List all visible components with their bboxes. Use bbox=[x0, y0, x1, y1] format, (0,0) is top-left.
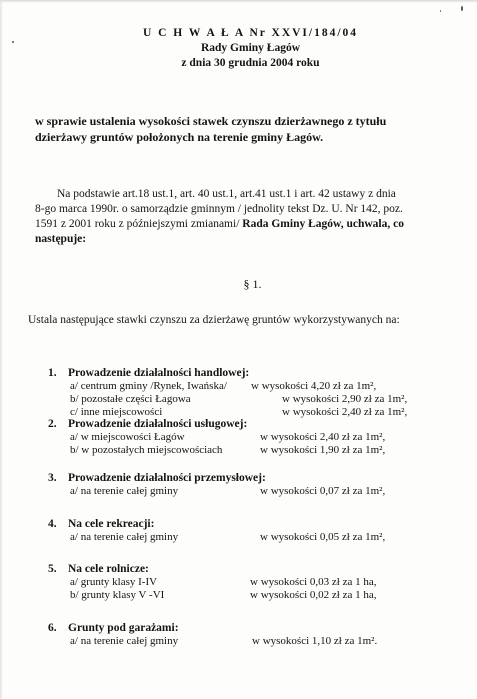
rate-value: w wysokości 2,90 zł za 1m², bbox=[282, 393, 408, 405]
section-heading bbox=[48, 621, 458, 635]
section-number: 3. bbox=[48, 472, 57, 484]
rate-value: w wysokości 1,90 zł za 1m², bbox=[260, 444, 386, 456]
rate-item bbox=[48, 531, 458, 544]
subject-line: w sprawie ustalenia wysokości stawek czynszu dzierżawnego z tytułu bbox=[35, 114, 387, 128]
section-number: 6. bbox=[48, 622, 57, 634]
section-title: Na cele rekreacji: bbox=[68, 518, 155, 530]
rate-section bbox=[48, 517, 458, 544]
section-title: Grunty pod garażami: bbox=[68, 622, 179, 634]
rate-label: b/ w pozostałych miejscowościach bbox=[70, 444, 223, 456]
scan-edge bbox=[0, 0, 477, 3]
rate-item bbox=[48, 485, 458, 498]
rate-value: w wysokości 4,20 zł za 1m², bbox=[251, 380, 377, 392]
rate-section bbox=[48, 562, 458, 602]
rate-item bbox=[48, 444, 458, 457]
preamble-line: 8-go marca 1990r. o samorządzie gminnym / jednolity tekst Dz. U. Nr 142, poz. bbox=[35, 203, 403, 215]
preamble-line: Na podstawie art.18 ust.1, art. 40 ust.1, art.41 ust.1 i art. 42 ustawy z dnia bbox=[57, 188, 396, 200]
rate-value: w wysokości 0,07 zł za 1m², bbox=[260, 485, 386, 497]
preamble-enacting-clause-end: następuje: bbox=[35, 233, 87, 245]
scan-speck bbox=[440, 10, 441, 12]
rate-value: w wysokości 0,03 zł za 1 ha, bbox=[250, 576, 377, 588]
section-title: Prowadzenie działalności usługowej: bbox=[68, 418, 248, 430]
section-number: 4. bbox=[48, 518, 57, 530]
rate-section bbox=[48, 417, 458, 457]
rate-label: a/ w miejscowości Łagów bbox=[70, 431, 185, 443]
rate-label: a/ na terenie całej gminy bbox=[70, 485, 179, 497]
rate-label: a/ grunty klasy I-IV bbox=[70, 576, 158, 588]
section-heading bbox=[48, 366, 458, 380]
resolution-subject bbox=[35, 113, 445, 145]
subject-line: dzierżawy gruntów położonych na terenie gminy Łagów. bbox=[35, 130, 324, 144]
rate-label: c/ inne miejscowości bbox=[70, 406, 163, 418]
rate-value: w wysokości 2,40 zł za 1m², bbox=[260, 431, 386, 443]
rate-item bbox=[48, 589, 458, 602]
section-heading bbox=[48, 417, 458, 431]
rate-item bbox=[48, 576, 458, 589]
scan-speck bbox=[461, 6, 463, 11]
resolution-date: z dnia 30 grudnia 2004 roku bbox=[181, 57, 320, 69]
preamble-line bbox=[35, 232, 453, 247]
rate-label: a/ na terenie całej gminy bbox=[70, 635, 179, 647]
section-title: Prowadzenie działalności handlowej: bbox=[68, 367, 250, 379]
rate-label: b/ grunty klasy V -VI bbox=[70, 589, 165, 601]
section-heading bbox=[48, 517, 458, 531]
rate-label: a/ na terenie całej gminy bbox=[70, 531, 179, 543]
section-number: 1. bbox=[48, 367, 57, 379]
preamble-text: 1591 z 2001 roku z późniejszymi zmianami/ bbox=[35, 218, 243, 230]
rate-item bbox=[48, 380, 458, 393]
rate-label: a/ centrum gminy /Rynek, Iwańska/ bbox=[70, 380, 227, 392]
legal-basis bbox=[35, 187, 453, 247]
rate-value: w wysokości 0,05 zł za 1m², bbox=[260, 531, 386, 543]
rate-value: w wysokości 0,02 zł za 1 ha, bbox=[250, 589, 377, 601]
section-title: Na cele rolnicze: bbox=[68, 563, 149, 575]
resolution-title: U C H W A Ł A Nr XXVI/184/04 bbox=[142, 27, 359, 39]
paragraph-mark: § 1. bbox=[243, 277, 262, 291]
scan-edge bbox=[0, 0, 3, 699]
section-heading bbox=[48, 471, 458, 485]
rate-section bbox=[48, 366, 458, 419]
section-number: 2. bbox=[48, 418, 57, 430]
rate-value: w wysokości 1,10 zł za 1m². bbox=[252, 635, 378, 647]
rate-item bbox=[48, 393, 458, 406]
rate-label: b/ pozostałe części Łagowa bbox=[70, 393, 191, 405]
section-number: 5. bbox=[48, 563, 57, 575]
rates-intro: Ustala następujące stawki czynszu za dzierżawę gruntów wykorzystywanych na: bbox=[28, 314, 400, 326]
rate-section bbox=[48, 471, 458, 498]
rate-value: w wysokości 2,40 zł za 1m², bbox=[282, 406, 408, 418]
preamble-enacting-clause: Rada Gminy Łagów, uchwala, co bbox=[242, 218, 404, 230]
section-heading bbox=[48, 562, 458, 576]
rate-section bbox=[48, 621, 458, 648]
rate-item bbox=[48, 635, 458, 648]
preamble-line bbox=[35, 217, 453, 232]
section-title: Prowadzenie działalności przemysłowej: bbox=[68, 472, 266, 484]
council-name: Rady Gminy Łagów bbox=[200, 42, 301, 54]
rate-item bbox=[48, 431, 458, 444]
